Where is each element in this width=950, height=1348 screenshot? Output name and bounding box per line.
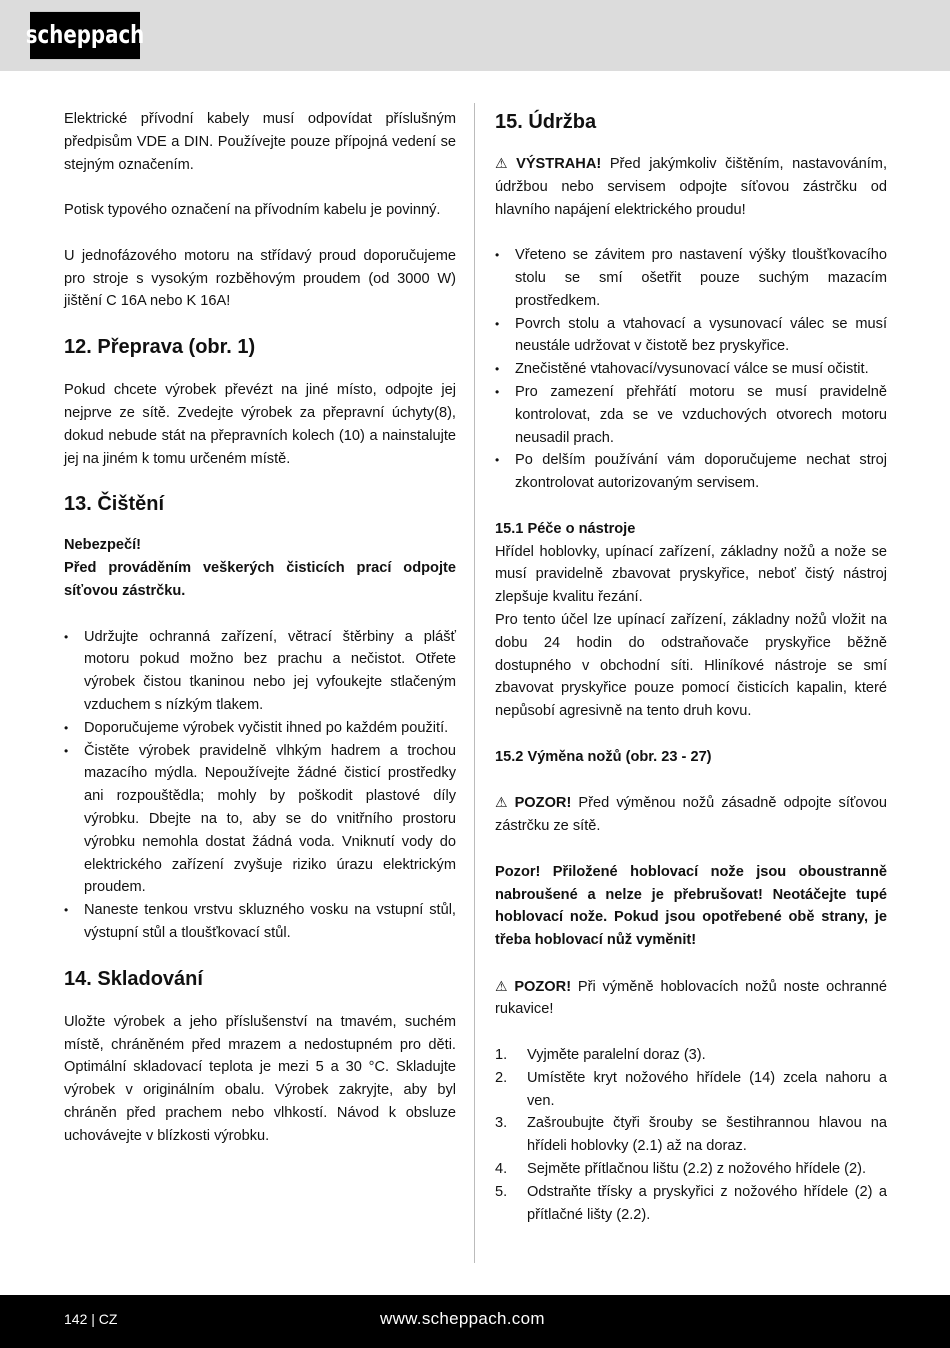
step-item [495, 1181, 887, 1227]
list-item: • Znečistěné vtahovací/vysunovací válce se musí očistit. [495, 358, 887, 381]
bold-warning: Pozor! Přiložené hoblovací nože jsou oboustranně nabroušené a nelze je přebrušovat! Neotáčejte tupé hoblovací nože. Pokud jsou opotřebené obě strany, je třeba hoblovací nůž vyměnit! [495, 863, 887, 949]
step-number: 4. [495, 1161, 508, 1178]
caution-label: POZOR! [514, 795, 572, 812]
right-column [495, 108, 887, 1226]
step-number: 3. [495, 1115, 508, 1132]
step-text: Sejměte přítlačnou lištu (2.2) z nožového hřídele (2). [527, 1161, 867, 1178]
warning-paragraph [495, 152, 887, 221]
step-text: Zašroubujte čtyři šrouby se šestihrannou hlavou na hřídeli hoblovky (2.1) až na doraz. [527, 1115, 887, 1155]
caution-label: POZOR! [514, 978, 572, 995]
footer-bar [0, 1295, 950, 1348]
caution-paragraph [495, 791, 887, 838]
danger-text: Před prováděním veškerých čisticích prací odpojte síťovou zástrčku. [64, 560, 456, 599]
page-separator: | [91, 1311, 95, 1327]
list-item: • Pro zamezení přehřátí motoru se musí pravidelně kontrolovat, zda se ve vzduchových otvorech motoru neusadil prach. [495, 381, 887, 449]
list-item: • Po delším používání vám doporučujeme nechat stroj zkontrolovat autorizovaným servisem. [495, 449, 887, 495]
step-text: Odstraňte třísky a pryskyřici z nožového hřídele (2) a přítlačné lišty (2.2). [527, 1183, 887, 1223]
section-12-text: Pokud chcete výrobek převézt na jiné místo, odpojte jej nejprve ze sítě. Zvedejte výrobek za přepravní úchyty(8), dokud nebude stát na přepravních kolech (10) a nainstalujte jej na jiném k tomu určeném místě. [64, 382, 456, 467]
section-15-2-title: 15.2 Výměna nožů (obr. 23 - 27) [495, 748, 712, 765]
paragraph: Pro tento účel lze upínací zařízení, základny nožů vložit na dobu 24 hodin do odstraňovače pryskyřice běžně dostupného v obchodní síti. Hliníkové nástroje se smí zbavovat pryskyřice pouze pomocí čisticích kapalin, které nepůsobí agresivně na tento druh kovu. [495, 611, 887, 720]
column-divider [474, 103, 475, 1263]
section-15-1-title: 15.1 Péče o nástroje [495, 520, 636, 537]
list-item: • Čistěte výrobek pravidelně vlhkým hadrem a trochou mazacího mýdla. Nepoužívejte žádné čisticí prostředky ani rozpouštědla; mohly by poškodit plastové díly výrobku. Dbejte na to, aby se do vnitřního prostoru výrobku nemohla dostat žádná voda. Vniknutí vody do elektrického zařízení zvyšuje riziko úrazu elektrickým proudem. [64, 740, 456, 900]
step-item [495, 1158, 887, 1181]
steps-list [495, 1044, 887, 1226]
list-item: • Povrch stolu a vtahovací a vysunovací válec se musí neustále udržovat v čistotě bez pryskyřice. [495, 313, 887, 359]
warning-triangle-icon: ⚠ [495, 155, 513, 171]
section-14-text: Uložte výrobek a jeho příslušenství na tmavém, suchém místě, chráněném před mrazem a nedostupném pro děti. Optimální skladovací teplota je mezi 5 a 30 °C. Skladujte výrobek v originálním obalu. Výrobek zakryjte, aby byl chráněn před prachem nebo vlhkostí. Návod k obsluze uchovávejte v blízkosti výrobku. [64, 1013, 456, 1144]
step-number: 2. [495, 1069, 508, 1086]
warning-triangle-icon: ⚠ [495, 794, 511, 811]
step-number: 1. [495, 1047, 508, 1064]
logo-text: scheppach [25, 21, 145, 50]
language-code: CZ [98, 1311, 118, 1327]
page-number: 142 [64, 1311, 88, 1327]
page-indicator [64, 1311, 117, 1327]
step-text: Vyjměte paralelní doraz (3). [527, 1047, 706, 1064]
paragraph: Hřídel hoblovky, upínací zařízení, základny nožů a nože se musí pravidelně zbavovat pryskyřice, neboť čistý nástroj zlepšuje kvalitu řezání. [495, 543, 887, 606]
step-item [495, 1067, 887, 1113]
header-bar [0, 0, 950, 71]
section-12-title: 12. Přeprava (obr. 1) [64, 336, 256, 359]
caution-text: Před výměnou nožů zásadně odpojte síťovou zástrčku ze sítě. [495, 795, 887, 835]
warning-label: VÝSTRAHA! [516, 156, 602, 172]
warning-triangle-icon: ⚠ [495, 977, 511, 994]
danger-label: Nebezpečí! [64, 537, 142, 554]
step-item [495, 1044, 887, 1067]
list-item: • Udržujte ochranná zařízení, větrací štěrbiny a plášť motoru pokud možno bez prachu a nečistot. Otřete výrobek čistou tkaninou nebo jej vyfoukejte stlačeným vzduchem s nízkým tlakem. [64, 626, 456, 717]
list-item: • Doporučujeme výrobek vyčistit ihned po každém použití. [64, 717, 456, 740]
caution-text: Při výměně hoblovacích nožů noste ochranné rukavice! [495, 978, 887, 1018]
list-item: • Naneste tenkou vrstvu skluzného vosku na vstupní stůl, výstupní stůl a tloušťkovací stůl. [64, 899, 456, 945]
step-number: 5. [495, 1183, 508, 1200]
maintenance-list [495, 244, 887, 495]
section-13-title: 13. Čištění [64, 493, 165, 516]
warning-text: Před jakýmkoliv čištěním, nastavováním, údržbou nebo servisem odpojte síťovou zástrčku od hlavního napájení elektrického proudu! [495, 156, 887, 218]
list-item: • Vřeteno se závitem pro nastavení výšky tloušťkovacího stolu se smí ošetřit pouze suchým mazacím prostředkem. [495, 244, 887, 312]
section-15-title: 15. Údržba [495, 111, 597, 133]
paragraph: U jednofázového motoru na střídavý proud doporučujeme pro stroje s vysokým rozběhovým proudem (od 3000 W) jištění C 16A nebo K 16A! [64, 247, 456, 310]
scheppach-logo [25, 12, 145, 59]
paragraph: Elektrické přívodní kabely musí odpovídat příslušným předpisům VDE a DIN. Používejte pouze přípojná vedení se stejným označením. [64, 111, 456, 173]
website-link[interactable]: www.scheppach.com [380, 1309, 545, 1328]
caution-paragraph [495, 975, 887, 1022]
section-14-title: 14. Skladování [64, 967, 203, 990]
cleaning-list [64, 626, 456, 945]
paragraph: Potisk typového označení na přívodním kabelu je povinný. [64, 202, 441, 219]
step-text: Umístěte kryt nožového hřídele (14) zcela nahoru a ven. [527, 1069, 887, 1109]
left-column [64, 108, 456, 1147]
step-item [495, 1112, 887, 1158]
